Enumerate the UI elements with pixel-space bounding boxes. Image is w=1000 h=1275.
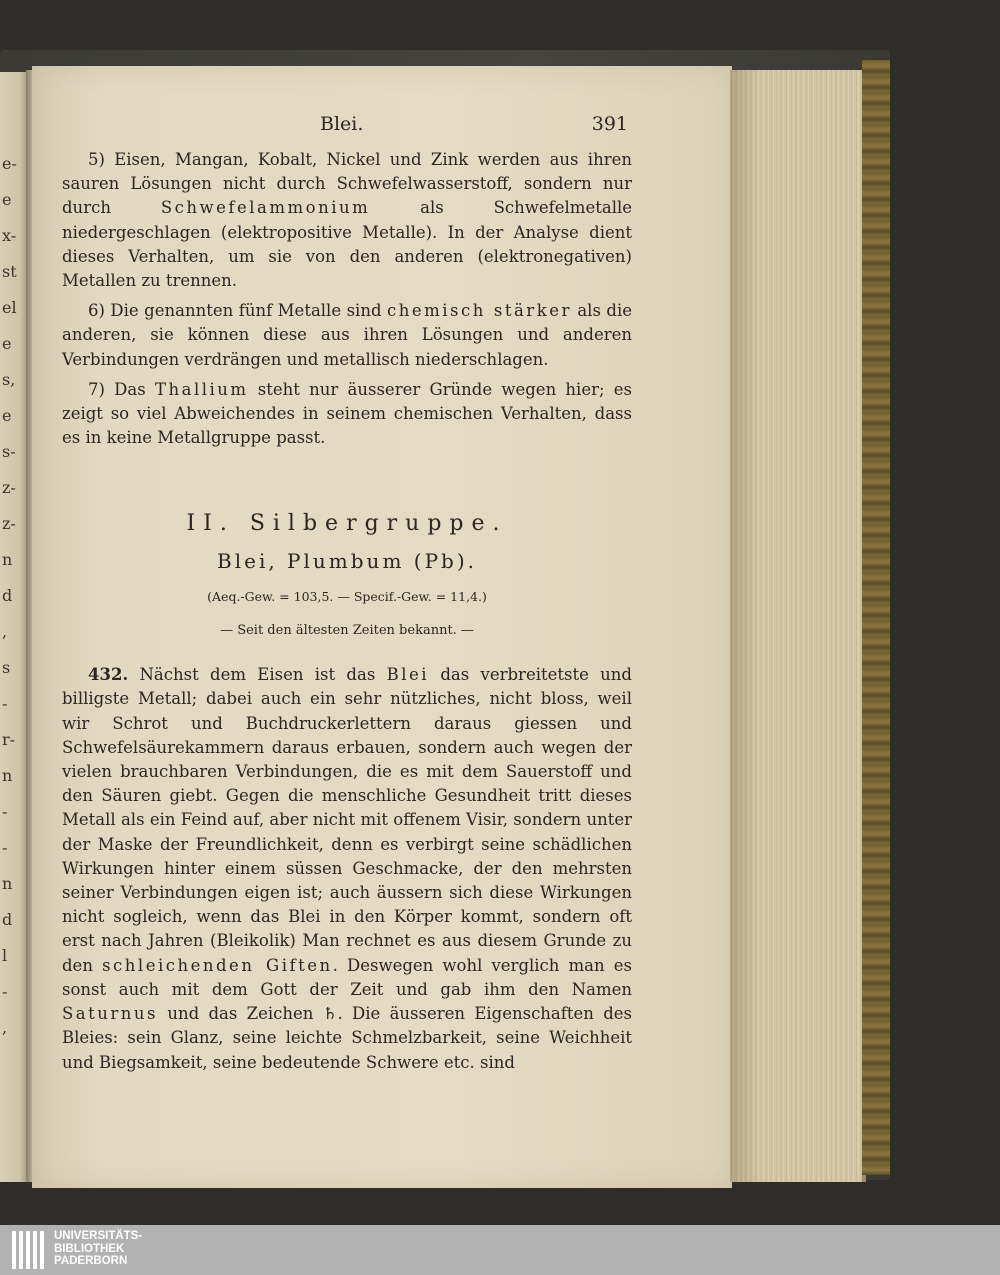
- left-page-text-fragment: d: [2, 586, 13, 605]
- left-page-text-fragment: n: [2, 550, 13, 569]
- left-page-edge: [0, 72, 28, 1182]
- left-page-text-fragment: e: [2, 406, 12, 425]
- paragraph-7: 7) Das Thallium steht nur äusserer Gründe wegen hier; es zeigt so viel Abweichendes in seinem chemischen Verhalten, dass es in keine Metallgruppe passt.: [62, 379, 633, 448]
- left-page-text-fragment: n: [2, 766, 13, 785]
- left-page-text-fragment: z-: [2, 514, 16, 533]
- paragraph-5: 5) Eisen, Mangan, Kobalt, Nickel und Zink werden aus ihren sauren Lösungen nicht durch Schwefelwasserstoff, sondern nur durch Schwefelammonium als Schwefelmetalle niedergeschlagen (elektropositive Metalle). In der Analyse dient dieses Verhalten, um sie von den anderen (elektronegativen) Metallen zu trennen.: [62, 150, 633, 291]
- page-number: 391: [591, 113, 628, 135]
- left-page-text-fragment: st: [2, 262, 17, 281]
- paragraph-6: 6) Die genannten fünf Metalle sind chemisch stärker als die anderen, sie können diese aus ihren Lösungen und anderen Verbindungen verdrängen und metallisch niederschlagen.: [62, 301, 632, 369]
- left-page-text-fragment: -: [2, 982, 8, 1001]
- spaced-term: Schwefelammonium: [160, 198, 371, 218]
- left-page-text-fragment: s: [2, 658, 11, 677]
- spaced-term: Thallium: [154, 379, 249, 399]
- element-data: (Aeq.-Gew. = 103,5. — Specif.-Gew. = 11,4.): [207, 588, 487, 604]
- book-spine: [862, 60, 890, 1175]
- paragraph-432: 432. Nächst dem Eisen ist das Blei das verbreitetste und billigste Metall; dabei auch ein sehr nützliches, nicht bloss, weil wir Schrot und Buchdruckerlettern daraus giessen und Schwefelsäurekammern daraus erbauen, sondern auch wegen der vielen brauchbaren Verbindungen, die es mit dem Sauerstoff und den Säuren giebt. Gegen die menschliche Gesundheit tritt dieses Metall als ein Feind auf, aber nicht mit offenem Visir, sondern unter der Maske der Freundlichkeit, denn es verbirgt seine schädlichen Wirkungen hinter einem süssen Geschmacke, der den mehrsten seiner Verbindungen eigen ist; auch äussern sich diese Wirkungen nicht sogleich, wenn das Blei in den Körper kommt, sondern oft erst nach Jahren (Bleikolik) Man rechnet es aus diesem Grunde zu den schleichenden Giften. Deswegen wohl verglich man es sonst auch mit dem Gott der Zeit und gab ihm den Namen Saturnus und das Zeichen ♄. Die äusseren Eigenschaften des Bleies: sein Glanz, seine leichte Schmelzbarkeit, seine Weichheit und Biegsamkeit, seine bedeutende Schwere etc. sind: [62, 665, 632, 1072]
- left-page-text-fragment: s-: [2, 442, 16, 461]
- section-title: II. Silbergruppe.: [186, 511, 508, 537]
- paragraph-number: 432.: [88, 665, 129, 685]
- library-logo-text: UNIVERSITÄTS- BIBLIOTHEK PADERBORN: [54, 1230, 143, 1267]
- left-page-text-fragment: r-: [2, 730, 16, 749]
- left-page-text-fragment: ,: [2, 1018, 8, 1037]
- element-note: — Seit den ältesten Zeiten bekannt. —: [220, 623, 474, 639]
- left-page-text-fragment: e: [2, 190, 12, 209]
- left-page-text-fragment: e-: [2, 154, 17, 173]
- page-edges-shadow: [730, 70, 760, 1182]
- left-page-text-fragment: el: [2, 298, 17, 317]
- spaced-term: chemisch stärker: [387, 301, 572, 321]
- left-page-text-fragment: -: [2, 694, 8, 713]
- page-text: [62, 112, 632, 1081]
- footer-bar: [0, 1225, 1000, 1275]
- running-head: [62, 112, 632, 142]
- left-page-text-fragment: l: [2, 946, 8, 965]
- left-page-text-fragment: e: [2, 334, 12, 353]
- left-page-text-fragment: n: [2, 874, 13, 893]
- left-page-text-fragment: z-: [2, 478, 16, 497]
- left-page-text-fragment: -: [2, 802, 8, 821]
- left-page-text-fragment: ,: [2, 622, 8, 641]
- element-title: Blei, Plumbum (Pb).: [217, 548, 477, 573]
- left-page-text-fragment: x-: [2, 226, 17, 245]
- left-page-text-fragment: d: [2, 910, 13, 929]
- header-title: Blei.: [320, 113, 364, 135]
- library-logo-icon: [12, 1231, 46, 1269]
- left-page-text-fragment: -: [2, 838, 8, 857]
- left-page-text-fragment: s,: [2, 370, 16, 389]
